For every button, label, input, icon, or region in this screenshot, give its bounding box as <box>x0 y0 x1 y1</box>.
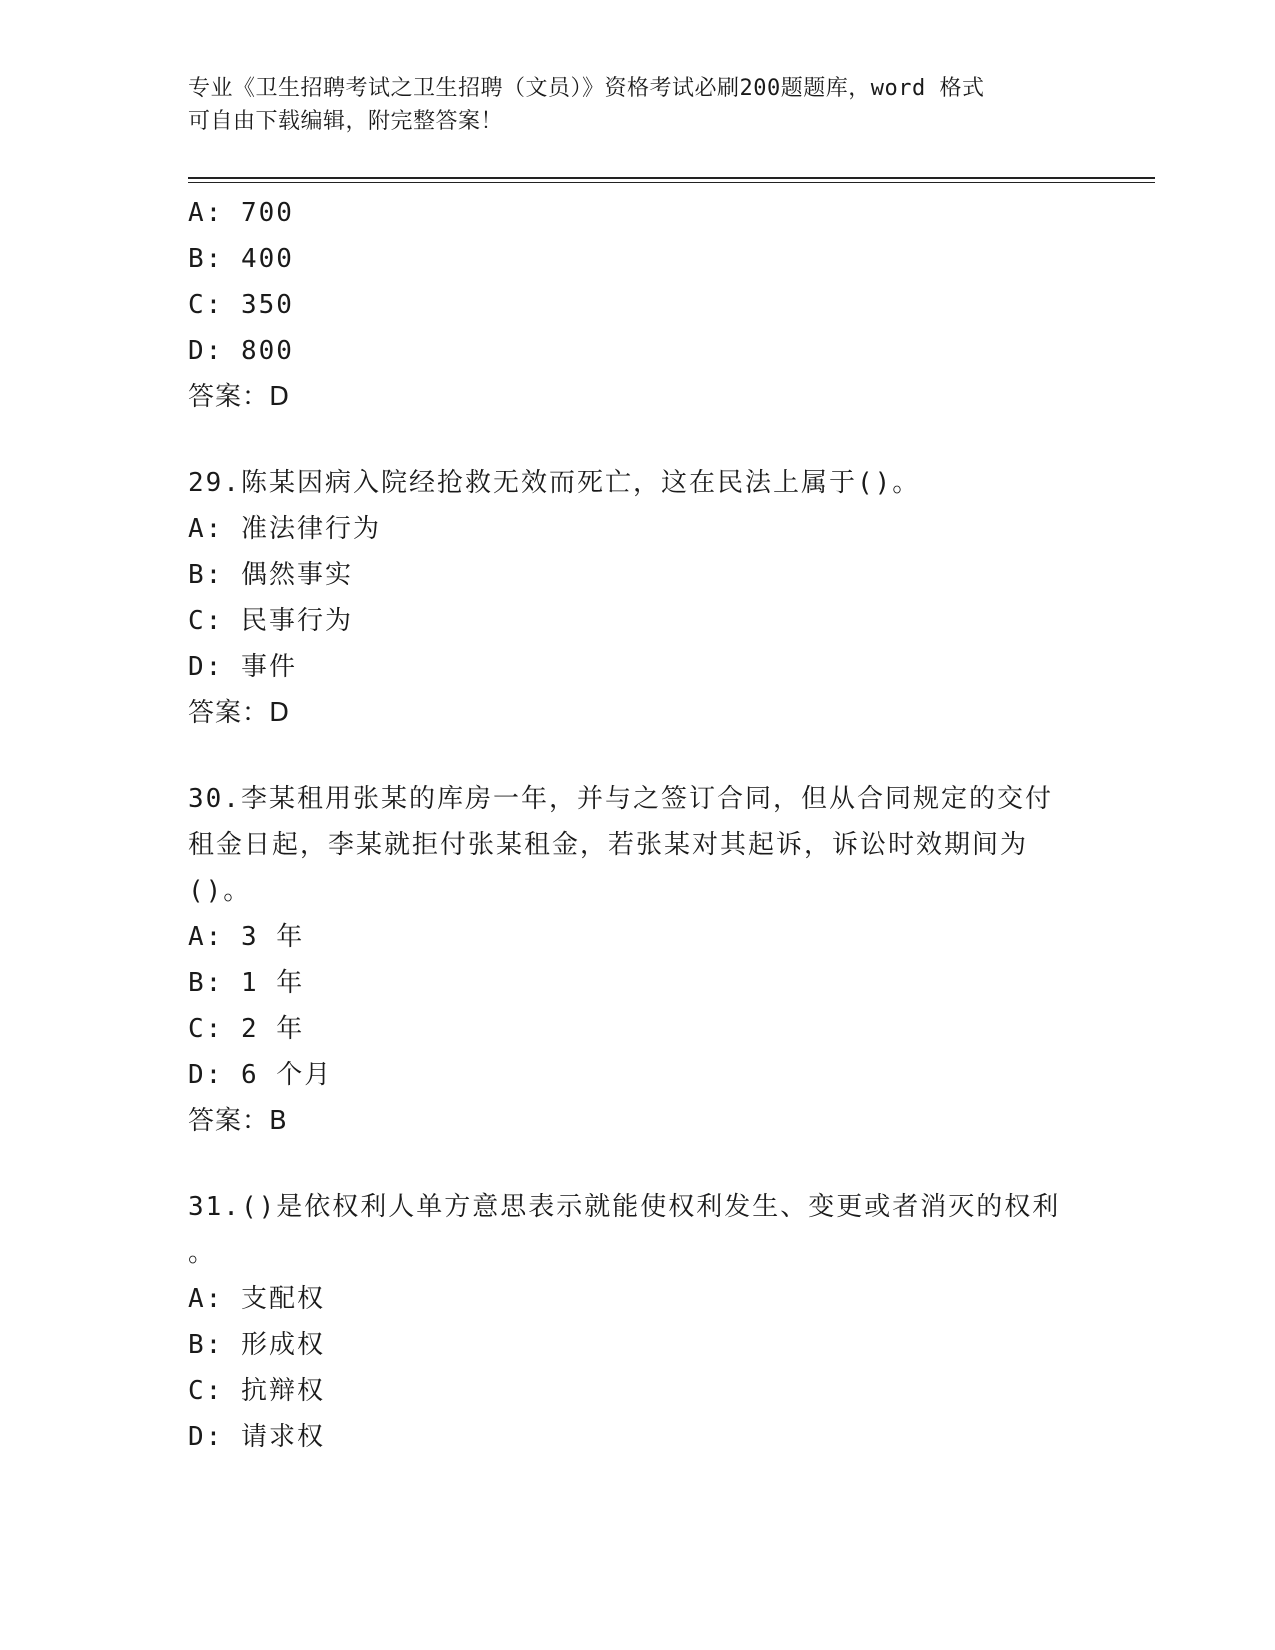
option-c: C: 350 <box>188 290 294 320</box>
option-a: A: 3 年 <box>188 922 305 952</box>
option-b: B: 400 <box>188 244 294 274</box>
question-text-line-1: 31.()是依权利人单方意思表示就能使权利发生、变更或者消灭的权利 <box>188 1192 1061 1222</box>
option-c: C: 抗辩权 <box>188 1376 325 1406</box>
option-b: B: 1 年 <box>188 968 305 998</box>
question-content <box>188 190 1088 1460</box>
option-d: D: 6 个月 <box>188 1060 333 1090</box>
answer-line: 答案：D <box>188 382 291 412</box>
header-divider-thin <box>188 182 1155 183</box>
question-text: 29.陈某因病入院经抢救无效而死亡，这在民法上属于()。 <box>188 468 921 498</box>
question-text-line-2: 租金日起，李某就拒付张某租金，若张某对其起诉，诉讼时效期间为 <box>188 830 1029 860</box>
header-line-2: 可自由下载编辑，附完整答案！ <box>188 109 504 134</box>
question-31-block <box>188 1184 1088 1460</box>
option-d: D: 800 <box>188 336 294 366</box>
option-b: B: 形成权 <box>188 1330 325 1360</box>
option-a: A: 支配权 <box>188 1284 325 1314</box>
option-c: C: 2 年 <box>188 1014 305 1044</box>
question-text-line-3: ()。 <box>188 876 252 906</box>
option-c: C: 民事行为 <box>188 606 353 636</box>
answer-line: 答案：D <box>188 698 291 728</box>
header-line-1: 专业《卫生招聘考试之卫生招聘（文员）》资格考试必刷200题题库，word 格式 <box>188 76 985 101</box>
option-d: D: 事件 <box>188 652 297 682</box>
header-divider-thick <box>188 177 1155 179</box>
question-29-block <box>188 460 1088 736</box>
option-b: B: 偶然事实 <box>188 560 353 590</box>
question-text-line-2: 。 <box>188 1238 217 1268</box>
answer-line: 答案：B <box>188 1106 288 1136</box>
question-28-block <box>188 190 1088 420</box>
question-30-block <box>188 776 1088 1144</box>
document-header <box>188 72 1088 138</box>
option-a: A: 700 <box>188 198 294 228</box>
question-text-line-1: 30.李某租用张某的库房一年，并与之签订合同，但从合同规定的交付 <box>188 784 1053 814</box>
option-d: D: 请求权 <box>188 1422 325 1452</box>
option-a: A: 准法律行为 <box>188 514 381 544</box>
